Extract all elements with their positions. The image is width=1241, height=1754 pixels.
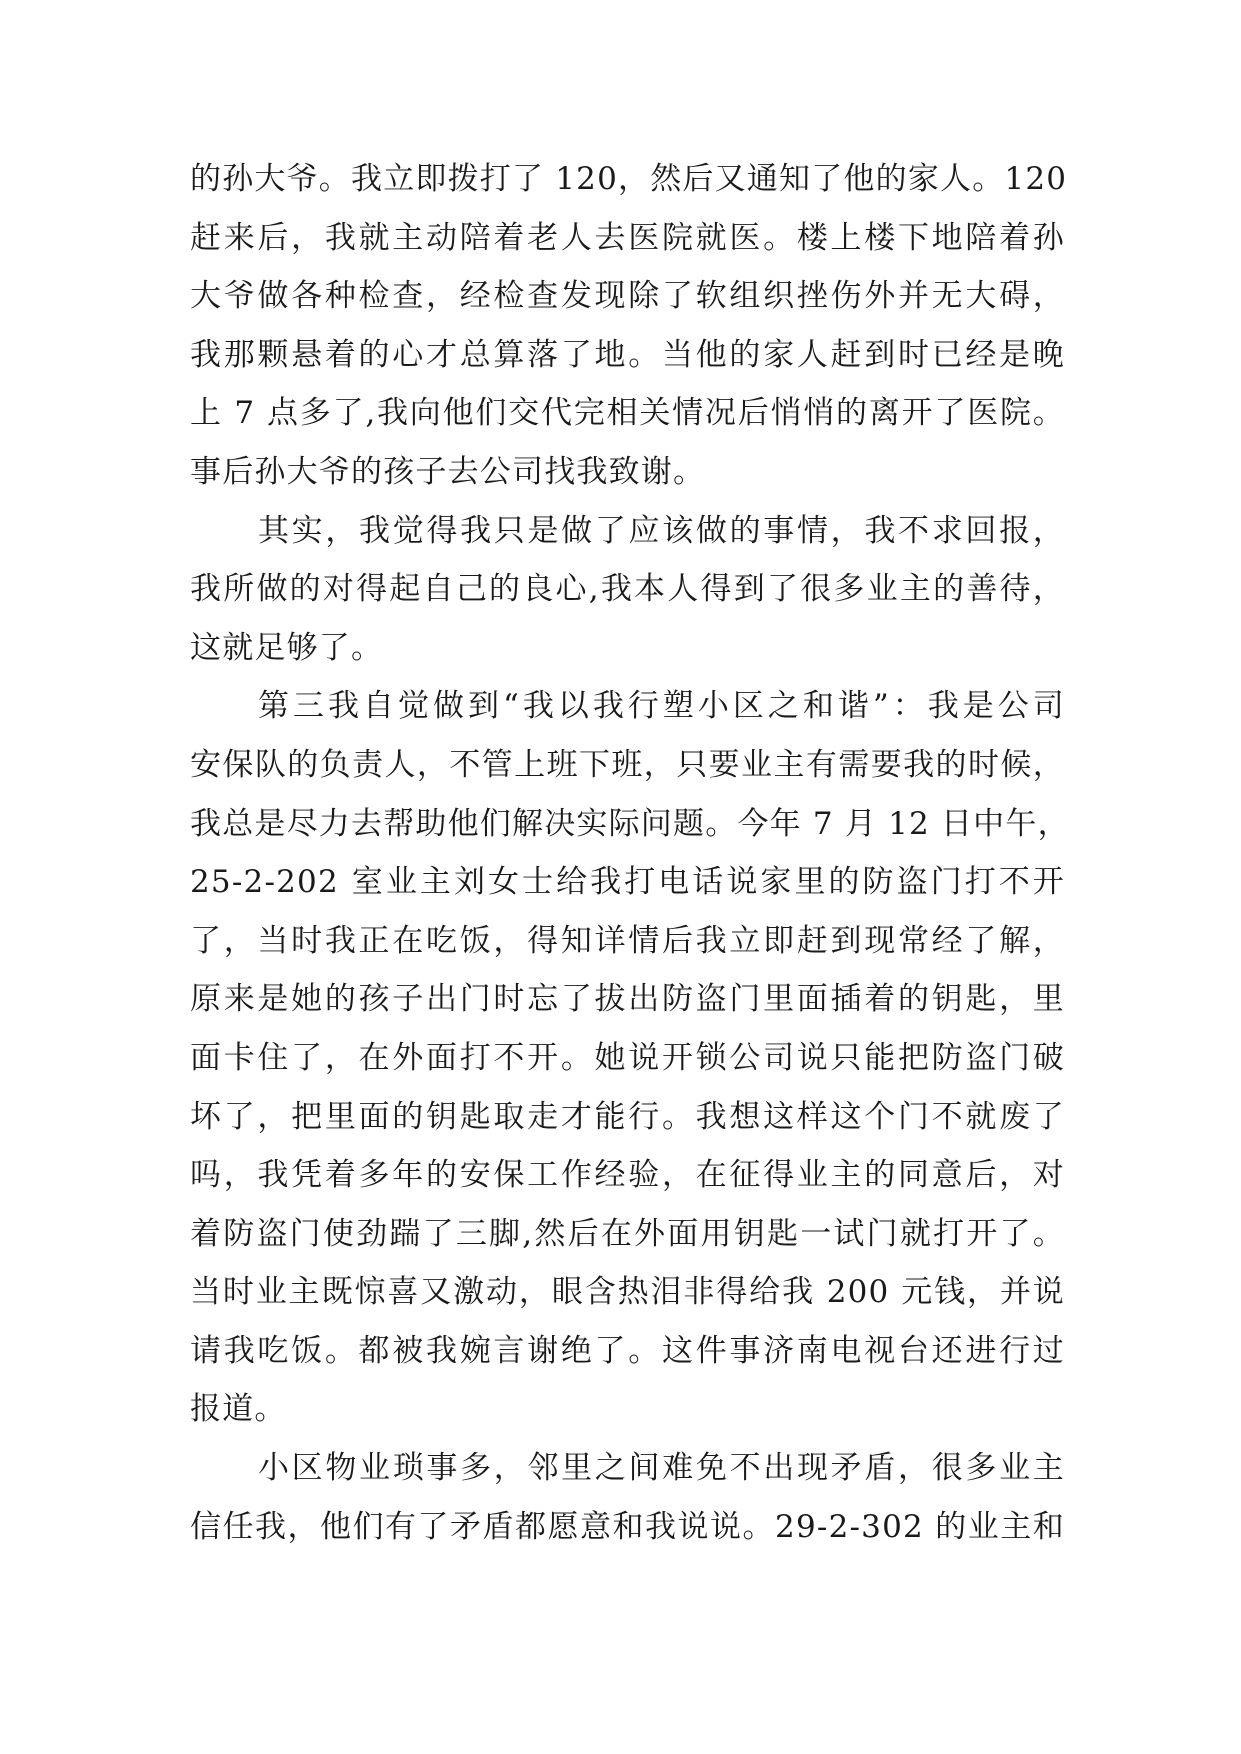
text-line: 这就足够了。 (190, 629, 384, 666)
text-line: 请我吃饭。都被我婉言谢绝了。这件事济南电视台还进行过 (190, 1332, 1065, 1369)
text-line: 了，当时我正在吃饭，得知详情后我立即赶到现常经了解， (190, 922, 1065, 959)
text-line: 原来是她的孩子出门时忘了拔出防盗门里面插着的钥匙，里 (190, 981, 1065, 1018)
text-line: 我所做的对得起自己的良心,我本人得到了很多业主的善待， (190, 571, 1065, 608)
text-line: 当时业主既惊喜又激动，眼含热泪非得给我 200 元钱，并说 (190, 1274, 1065, 1311)
paragraph-first-line: 小区物业琐事多，邻里之间难免不出现矛盾，很多业主 (258, 1450, 1065, 1487)
text-line: 我那颗悬着的心才总算落了地。当他的家人赶到时已经是晚 (190, 336, 1065, 373)
text-line: 大爷做各种检查，经检查发现除了软组织挫伤外并无大碍， (190, 278, 1065, 315)
text-line: 面卡住了，在外面打不开。她说开锁公司说只能把防盗门破 (190, 1039, 1065, 1076)
text-line: 报道。 (190, 1391, 287, 1428)
text-line: 着防盗门使劲踹了三脚,然后在外面用钥匙一试门就打开了。 (190, 1215, 1065, 1252)
document-body (190, 150, 1070, 1556)
paragraph-first-line: 第三我自觉做到“我以我行塑小区之和谐”：我是公司 (258, 688, 1065, 725)
text-line: 上 7 点多了,我向他们交代完相关情况后悄悄的离开了医院。 (190, 395, 1065, 432)
text-line: 吗，我凭着多年的安保工作经验，在征得业主的同意后，对 (190, 1157, 1065, 1194)
text-line: 信任我，他们有了矛盾都愿意和我说说。29-2-302 的业主和 (190, 1508, 1065, 1545)
text-line: 的孙大爷。我立即拨打了 120，然后又通知了他的家人。120 (190, 161, 1068, 197)
text-line: 赶来后，我就主动陪着老人去医院就医。楼上楼下地陪着孙 (190, 219, 1065, 256)
text-line: 安保队的负责人，不管上班下班，只要业主有需要我的时候， (190, 746, 1065, 783)
paragraph-first-line: 其实，我觉得我只是做了应该做的事情，我不求回报， (258, 512, 1065, 549)
text-line: 事后孙大爷的孩子去公司找我致谢。 (190, 453, 706, 490)
text-line: 坏了，把里面的钥匙取走才能行。我想这样这个门不就废了 (190, 1098, 1065, 1135)
text-line: 25-2-202 室业主刘女士给我打电话说家里的防盗门打不开 (190, 864, 1065, 901)
text-line: 我总是尽力去帮助他们解决实际问题。今年 7 月 12 日中午， (190, 805, 1070, 842)
